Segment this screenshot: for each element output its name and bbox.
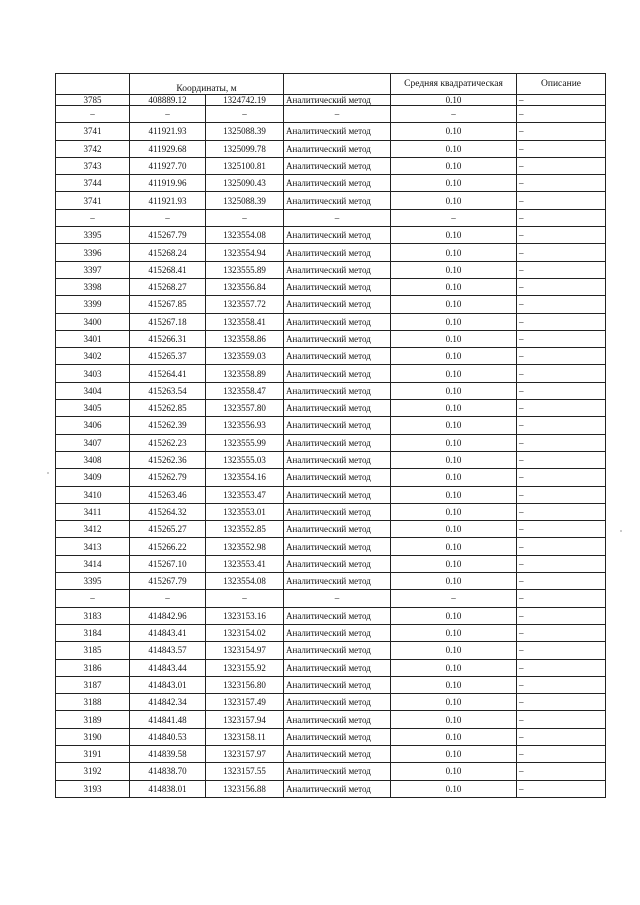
- y-coordinate-cell: 1323558.89: [206, 365, 284, 382]
- accuracy-cell: –: [391, 209, 517, 226]
- point-number-cell: 3186: [56, 659, 130, 676]
- x-coordinate-cell: 415266.31: [130, 330, 206, 347]
- description-cell: –: [517, 244, 606, 261]
- description-cell: –: [517, 365, 606, 382]
- method-cell: Аналитический метод: [284, 365, 391, 382]
- accuracy-cell: 0.10: [391, 157, 517, 174]
- method-cell: Аналитический метод: [284, 95, 391, 106]
- point-number-cell: 3400: [56, 313, 130, 330]
- x-coordinate-cell: –: [130, 590, 206, 607]
- accuracy-cell: 0.10: [391, 244, 517, 261]
- x-coordinate-cell: 415263.46: [130, 486, 206, 503]
- description-cell: –: [517, 175, 606, 192]
- x-coordinate-cell: 415267.18: [130, 313, 206, 330]
- description-cell: –: [517, 590, 606, 607]
- table-header-row: [56, 74, 606, 95]
- description-cell: –: [517, 192, 606, 209]
- method-cell: Аналитический метод: [284, 278, 391, 295]
- y-coordinate-cell: 1323553.01: [206, 503, 284, 520]
- method-cell: Аналитический метод: [284, 192, 391, 209]
- table-row: [56, 95, 606, 106]
- y-coordinate-cell: –: [206, 209, 284, 226]
- point-number-cell: 3741: [56, 123, 130, 140]
- point-number-cell: 3398: [56, 278, 130, 295]
- point-number-cell: 3190: [56, 728, 130, 745]
- table-row: [56, 175, 606, 192]
- table-row: [56, 123, 606, 140]
- method-cell: Аналитический метод: [284, 659, 391, 676]
- x-coordinate-cell: 415265.27: [130, 521, 206, 538]
- y-coordinate-cell: 1323554.08: [206, 573, 284, 590]
- accuracy-cell: 0.10: [391, 227, 517, 244]
- accuracy-cell: 0.10: [391, 780, 517, 797]
- accuracy-cell: 0.10: [391, 296, 517, 313]
- table-row: [56, 503, 606, 520]
- y-coordinate-cell: 1323558.86: [206, 330, 284, 347]
- point-number-cell: –: [56, 106, 130, 123]
- method-cell: Аналитический метод: [284, 123, 391, 140]
- x-coordinate-cell: 415262.23: [130, 434, 206, 451]
- accuracy-cell: 0.10: [391, 451, 517, 468]
- table-row: [56, 140, 606, 157]
- point-number-cell: –: [56, 590, 130, 607]
- accuracy-cell: 0.10: [391, 278, 517, 295]
- description-cell: –: [517, 711, 606, 728]
- method-cell: –: [284, 209, 391, 226]
- y-coordinate-cell: 1323556.93: [206, 417, 284, 434]
- method-cell: Аналитический метод: [284, 607, 391, 624]
- y-coordinate-cell: 1323554.94: [206, 244, 284, 261]
- table-row: [56, 780, 606, 797]
- description-cell: –: [517, 106, 606, 123]
- accuracy-cell: 0.10: [391, 348, 517, 365]
- accuracy-cell: 0.10: [391, 573, 517, 590]
- method-cell: Аналитический метод: [284, 313, 391, 330]
- x-coordinate-cell: 415262.79: [130, 469, 206, 486]
- y-coordinate-cell: –: [206, 106, 284, 123]
- point-number-cell: 3193: [56, 780, 130, 797]
- description-cell: –: [517, 486, 606, 503]
- table-row: [56, 486, 606, 503]
- table-row: [56, 538, 606, 555]
- method-cell: Аналитический метод: [284, 451, 391, 468]
- method-cell: Аналитический метод: [284, 642, 391, 659]
- y-coordinate-cell: 1325088.39: [206, 123, 284, 140]
- point-number-cell: 3411: [56, 503, 130, 520]
- point-number-cell: 3183: [56, 607, 130, 624]
- y-coordinate-cell: 1323552.85: [206, 521, 284, 538]
- point-number-cell: 3184: [56, 624, 130, 641]
- description-cell: –: [517, 451, 606, 468]
- table-row: [56, 313, 606, 330]
- y-coordinate-cell: 1323157.49: [206, 694, 284, 711]
- accuracy-cell: 0.10: [391, 313, 517, 330]
- method-cell: Аналитический метод: [284, 728, 391, 745]
- description-cell: –: [517, 503, 606, 520]
- y-coordinate-cell: 1325090.43: [206, 175, 284, 192]
- table-row: [56, 555, 606, 572]
- method-cell: –: [284, 590, 391, 607]
- y-coordinate-cell: 1324742.19: [206, 95, 284, 106]
- y-coordinate-cell: 1325100.81: [206, 157, 284, 174]
- scan-speck: [620, 530, 622, 532]
- y-coordinate-cell: 1323558.47: [206, 382, 284, 399]
- method-cell: Аналитический метод: [284, 140, 391, 157]
- y-coordinate-cell: –: [206, 590, 284, 607]
- point-number-cell: 3192: [56, 763, 130, 780]
- accuracy-cell: 0.10: [391, 486, 517, 503]
- point-number-cell: 3395: [56, 227, 130, 244]
- y-coordinate-cell: 1323553.41: [206, 555, 284, 572]
- point-number-cell: 3188: [56, 694, 130, 711]
- table-row: [56, 365, 606, 382]
- header-accuracy: Средняя квадратическая: [391, 74, 517, 95]
- description-cell: –: [517, 521, 606, 538]
- y-coordinate-cell: 1323559.03: [206, 348, 284, 365]
- point-number-cell: 3185: [56, 642, 130, 659]
- description-cell: –: [517, 780, 606, 797]
- y-coordinate-cell: 1325088.39: [206, 192, 284, 209]
- method-cell: Аналитический метод: [284, 296, 391, 313]
- x-coordinate-cell: 415266.22: [130, 538, 206, 555]
- table-row: [56, 192, 606, 209]
- point-number-cell: 3742: [56, 140, 130, 157]
- table-row: [56, 607, 606, 624]
- x-coordinate-cell: 415264.41: [130, 365, 206, 382]
- point-number-cell: 3410: [56, 486, 130, 503]
- accuracy-cell: 0.10: [391, 521, 517, 538]
- accuracy-cell: 0.10: [391, 763, 517, 780]
- method-cell: Аналитический метод: [284, 400, 391, 417]
- description-cell: –: [517, 642, 606, 659]
- x-coordinate-cell: 414843.41: [130, 624, 206, 641]
- method-cell: Аналитический метод: [284, 434, 391, 451]
- description-cell: –: [517, 330, 606, 347]
- x-coordinate-cell: 415268.41: [130, 261, 206, 278]
- method-cell: Аналитический метод: [284, 763, 391, 780]
- accuracy-cell: 0.10: [391, 607, 517, 624]
- y-coordinate-cell: 1325099.78: [206, 140, 284, 157]
- point-number-cell: 3405: [56, 400, 130, 417]
- x-coordinate-cell: 408889.12: [130, 95, 206, 106]
- accuracy-cell: 0.10: [391, 728, 517, 745]
- coordinates-table: [55, 73, 606, 798]
- y-coordinate-cell: 1323556.84: [206, 278, 284, 295]
- table-row: [56, 157, 606, 174]
- x-coordinate-cell: 414839.58: [130, 745, 206, 762]
- y-coordinate-cell: 1323557.80: [206, 400, 284, 417]
- accuracy-cell: 0.10: [391, 676, 517, 693]
- table-row: [56, 382, 606, 399]
- table-row: [56, 624, 606, 641]
- point-number-cell: 3189: [56, 711, 130, 728]
- header-description: Описание: [517, 74, 606, 95]
- point-number-cell: 3191: [56, 745, 130, 762]
- point-number-cell: 3744: [56, 175, 130, 192]
- description-cell: –: [517, 728, 606, 745]
- description-cell: –: [517, 400, 606, 417]
- description-cell: –: [517, 676, 606, 693]
- method-cell: –: [284, 106, 391, 123]
- description-cell: –: [517, 538, 606, 555]
- x-coordinate-cell: –: [130, 209, 206, 226]
- point-number-cell: 3404: [56, 382, 130, 399]
- description-cell: –: [517, 555, 606, 572]
- point-number-cell: 3743: [56, 157, 130, 174]
- y-coordinate-cell: 1323155.92: [206, 659, 284, 676]
- accuracy-cell: 0.10: [391, 95, 517, 106]
- scan-speck: [47, 472, 49, 474]
- table-row: [56, 451, 606, 468]
- x-coordinate-cell: 411921.93: [130, 123, 206, 140]
- y-coordinate-cell: 1323552.98: [206, 538, 284, 555]
- x-coordinate-cell: 414838.70: [130, 763, 206, 780]
- description-cell: –: [517, 261, 606, 278]
- accuracy-cell: 0.10: [391, 123, 517, 140]
- y-coordinate-cell: 1323158.11: [206, 728, 284, 745]
- description-cell: –: [517, 95, 606, 106]
- point-number-cell: 3399: [56, 296, 130, 313]
- point-number-cell: 3414: [56, 555, 130, 572]
- accuracy-cell: 0.10: [391, 642, 517, 659]
- method-cell: Аналитический метод: [284, 227, 391, 244]
- description-cell: –: [517, 763, 606, 780]
- point-number-cell: 3396: [56, 244, 130, 261]
- x-coordinate-cell: 414842.34: [130, 694, 206, 711]
- accuracy-cell: 0.10: [391, 538, 517, 555]
- method-cell: Аналитический метод: [284, 261, 391, 278]
- description-cell: –: [517, 157, 606, 174]
- x-coordinate-cell: 415268.27: [130, 278, 206, 295]
- method-cell: Аналитический метод: [284, 348, 391, 365]
- description-cell: –: [517, 417, 606, 434]
- table-row: [56, 227, 606, 244]
- table-row: [56, 694, 606, 711]
- method-cell: Аналитический метод: [284, 780, 391, 797]
- description-cell: –: [517, 624, 606, 641]
- method-cell: Аналитический метод: [284, 521, 391, 538]
- x-coordinate-cell: 415263.54: [130, 382, 206, 399]
- accuracy-cell: 0.10: [391, 365, 517, 382]
- y-coordinate-cell: 1323156.80: [206, 676, 284, 693]
- y-coordinate-cell: 1323554.16: [206, 469, 284, 486]
- table-row: [56, 209, 606, 226]
- point-number-cell: –: [56, 209, 130, 226]
- table-row: [56, 106, 606, 123]
- table-row: [56, 434, 606, 451]
- accuracy-cell: 0.10: [391, 175, 517, 192]
- x-coordinate-cell: 414843.57: [130, 642, 206, 659]
- method-cell: Аналитический метод: [284, 694, 391, 711]
- x-coordinate-cell: –: [130, 106, 206, 123]
- header-number-cell: [56, 74, 130, 95]
- accuracy-cell: 0.10: [391, 140, 517, 157]
- description-cell: –: [517, 278, 606, 295]
- y-coordinate-cell: 1323555.99: [206, 434, 284, 451]
- description-cell: –: [517, 607, 606, 624]
- accuracy-cell: 0.10: [391, 192, 517, 209]
- table-row: [56, 244, 606, 261]
- accuracy-cell: 0.10: [391, 694, 517, 711]
- accuracy-cell: 0.10: [391, 261, 517, 278]
- x-coordinate-cell: 415267.10: [130, 555, 206, 572]
- accuracy-cell: 0.10: [391, 659, 517, 676]
- point-number-cell: 3187: [56, 676, 130, 693]
- table-row: [56, 278, 606, 295]
- accuracy-cell: 0.10: [391, 745, 517, 762]
- method-cell: Аналитический метод: [284, 469, 391, 486]
- table-row: [56, 642, 606, 659]
- point-number-cell: 3741: [56, 192, 130, 209]
- point-number-cell: 3412: [56, 521, 130, 538]
- description-cell: –: [517, 659, 606, 676]
- x-coordinate-cell: 414842.96: [130, 607, 206, 624]
- point-number-cell: 3395: [56, 573, 130, 590]
- method-cell: Аналитический метод: [284, 486, 391, 503]
- point-number-cell: 3408: [56, 451, 130, 468]
- description-cell: –: [517, 469, 606, 486]
- description-cell: –: [517, 313, 606, 330]
- accuracy-cell: 0.10: [391, 382, 517, 399]
- y-coordinate-cell: 1323157.94: [206, 711, 284, 728]
- accuracy-cell: 0.10: [391, 434, 517, 451]
- x-coordinate-cell: 414838.01: [130, 780, 206, 797]
- table-row: [56, 573, 606, 590]
- table-row: [56, 659, 606, 676]
- x-coordinate-cell: 414843.01: [130, 676, 206, 693]
- point-number-cell: 3397: [56, 261, 130, 278]
- accuracy-cell: 0.10: [391, 469, 517, 486]
- point-number-cell: 3785: [56, 95, 130, 106]
- x-coordinate-cell: 411919.96: [130, 175, 206, 192]
- point-number-cell: 3401: [56, 330, 130, 347]
- x-coordinate-cell: 414840.53: [130, 728, 206, 745]
- y-coordinate-cell: 1323156.88: [206, 780, 284, 797]
- table-row: [56, 417, 606, 434]
- description-cell: –: [517, 296, 606, 313]
- table-row: [56, 400, 606, 417]
- y-coordinate-cell: 1323154.02: [206, 624, 284, 641]
- method-cell: Аналитический метод: [284, 676, 391, 693]
- point-number-cell: 3403: [56, 365, 130, 382]
- accuracy-cell: 0.10: [391, 555, 517, 572]
- y-coordinate-cell: 1323154.97: [206, 642, 284, 659]
- y-coordinate-cell: 1323554.08: [206, 227, 284, 244]
- accuracy-cell: 0.10: [391, 711, 517, 728]
- x-coordinate-cell: 415268.24: [130, 244, 206, 261]
- accuracy-cell: 0.10: [391, 503, 517, 520]
- method-cell: Аналитический метод: [284, 330, 391, 347]
- x-coordinate-cell: 411927.70: [130, 157, 206, 174]
- y-coordinate-cell: 1323153.16: [206, 607, 284, 624]
- point-number-cell: 3407: [56, 434, 130, 451]
- header-coordinates: Координаты, м: [130, 74, 284, 95]
- point-number-cell: 3409: [56, 469, 130, 486]
- table-row: [56, 590, 606, 607]
- description-cell: –: [517, 694, 606, 711]
- x-coordinate-cell: 414841.48: [130, 711, 206, 728]
- x-coordinate-cell: 415262.36: [130, 451, 206, 468]
- x-coordinate-cell: 415267.85: [130, 296, 206, 313]
- x-coordinate-cell: 415267.79: [130, 227, 206, 244]
- method-cell: Аналитический метод: [284, 244, 391, 261]
- method-cell: Аналитический метод: [284, 417, 391, 434]
- y-coordinate-cell: 1323157.97: [206, 745, 284, 762]
- x-coordinate-cell: 414843.44: [130, 659, 206, 676]
- table-row: [56, 763, 606, 780]
- method-cell: Аналитический метод: [284, 538, 391, 555]
- point-number-cell: 3413: [56, 538, 130, 555]
- description-cell: –: [517, 348, 606, 365]
- table-body: [56, 74, 606, 798]
- table-row: [56, 676, 606, 693]
- table-row: [56, 348, 606, 365]
- description-cell: –: [517, 140, 606, 157]
- table-row: [56, 711, 606, 728]
- method-cell: Аналитический метод: [284, 175, 391, 192]
- accuracy-cell: –: [391, 106, 517, 123]
- x-coordinate-cell: 415264.32: [130, 503, 206, 520]
- accuracy-cell: 0.10: [391, 330, 517, 347]
- method-cell: Аналитический метод: [284, 711, 391, 728]
- table-row: [56, 521, 606, 538]
- y-coordinate-cell: 1323555.89: [206, 261, 284, 278]
- description-cell: –: [517, 227, 606, 244]
- description-cell: –: [517, 382, 606, 399]
- table-row: [56, 728, 606, 745]
- y-coordinate-cell: 1323157.55: [206, 763, 284, 780]
- point-number-cell: 3402: [56, 348, 130, 365]
- description-cell: –: [517, 573, 606, 590]
- point-number-cell: 3406: [56, 417, 130, 434]
- method-cell: Аналитический метод: [284, 555, 391, 572]
- method-cell: Аналитический метод: [284, 745, 391, 762]
- y-coordinate-cell: 1323553.47: [206, 486, 284, 503]
- method-cell: Аналитический метод: [284, 573, 391, 590]
- x-coordinate-cell: 415262.85: [130, 400, 206, 417]
- method-cell: Аналитический метод: [284, 157, 391, 174]
- method-cell: Аналитический метод: [284, 382, 391, 399]
- x-coordinate-cell: 415265.37: [130, 348, 206, 365]
- x-coordinate-cell: 415262.39: [130, 417, 206, 434]
- accuracy-cell: –: [391, 590, 517, 607]
- x-coordinate-cell: 411929.68: [130, 140, 206, 157]
- description-cell: –: [517, 745, 606, 762]
- x-coordinate-cell: 415267.79: [130, 573, 206, 590]
- method-cell: Аналитический метод: [284, 624, 391, 641]
- table-row: [56, 261, 606, 278]
- y-coordinate-cell: 1323558.41: [206, 313, 284, 330]
- description-cell: –: [517, 209, 606, 226]
- header-method-cell: [284, 74, 391, 95]
- accuracy-cell: 0.10: [391, 624, 517, 641]
- method-cell: Аналитический метод: [284, 503, 391, 520]
- accuracy-cell: 0.10: [391, 417, 517, 434]
- table-row: [56, 330, 606, 347]
- description-cell: –: [517, 123, 606, 140]
- table-row: [56, 469, 606, 486]
- y-coordinate-cell: 1323555.03: [206, 451, 284, 468]
- x-coordinate-cell: 411921.93: [130, 192, 206, 209]
- table-row: [56, 296, 606, 313]
- y-coordinate-cell: 1323557.72: [206, 296, 284, 313]
- accuracy-cell: 0.10: [391, 400, 517, 417]
- table-row: [56, 745, 606, 762]
- description-cell: –: [517, 434, 606, 451]
